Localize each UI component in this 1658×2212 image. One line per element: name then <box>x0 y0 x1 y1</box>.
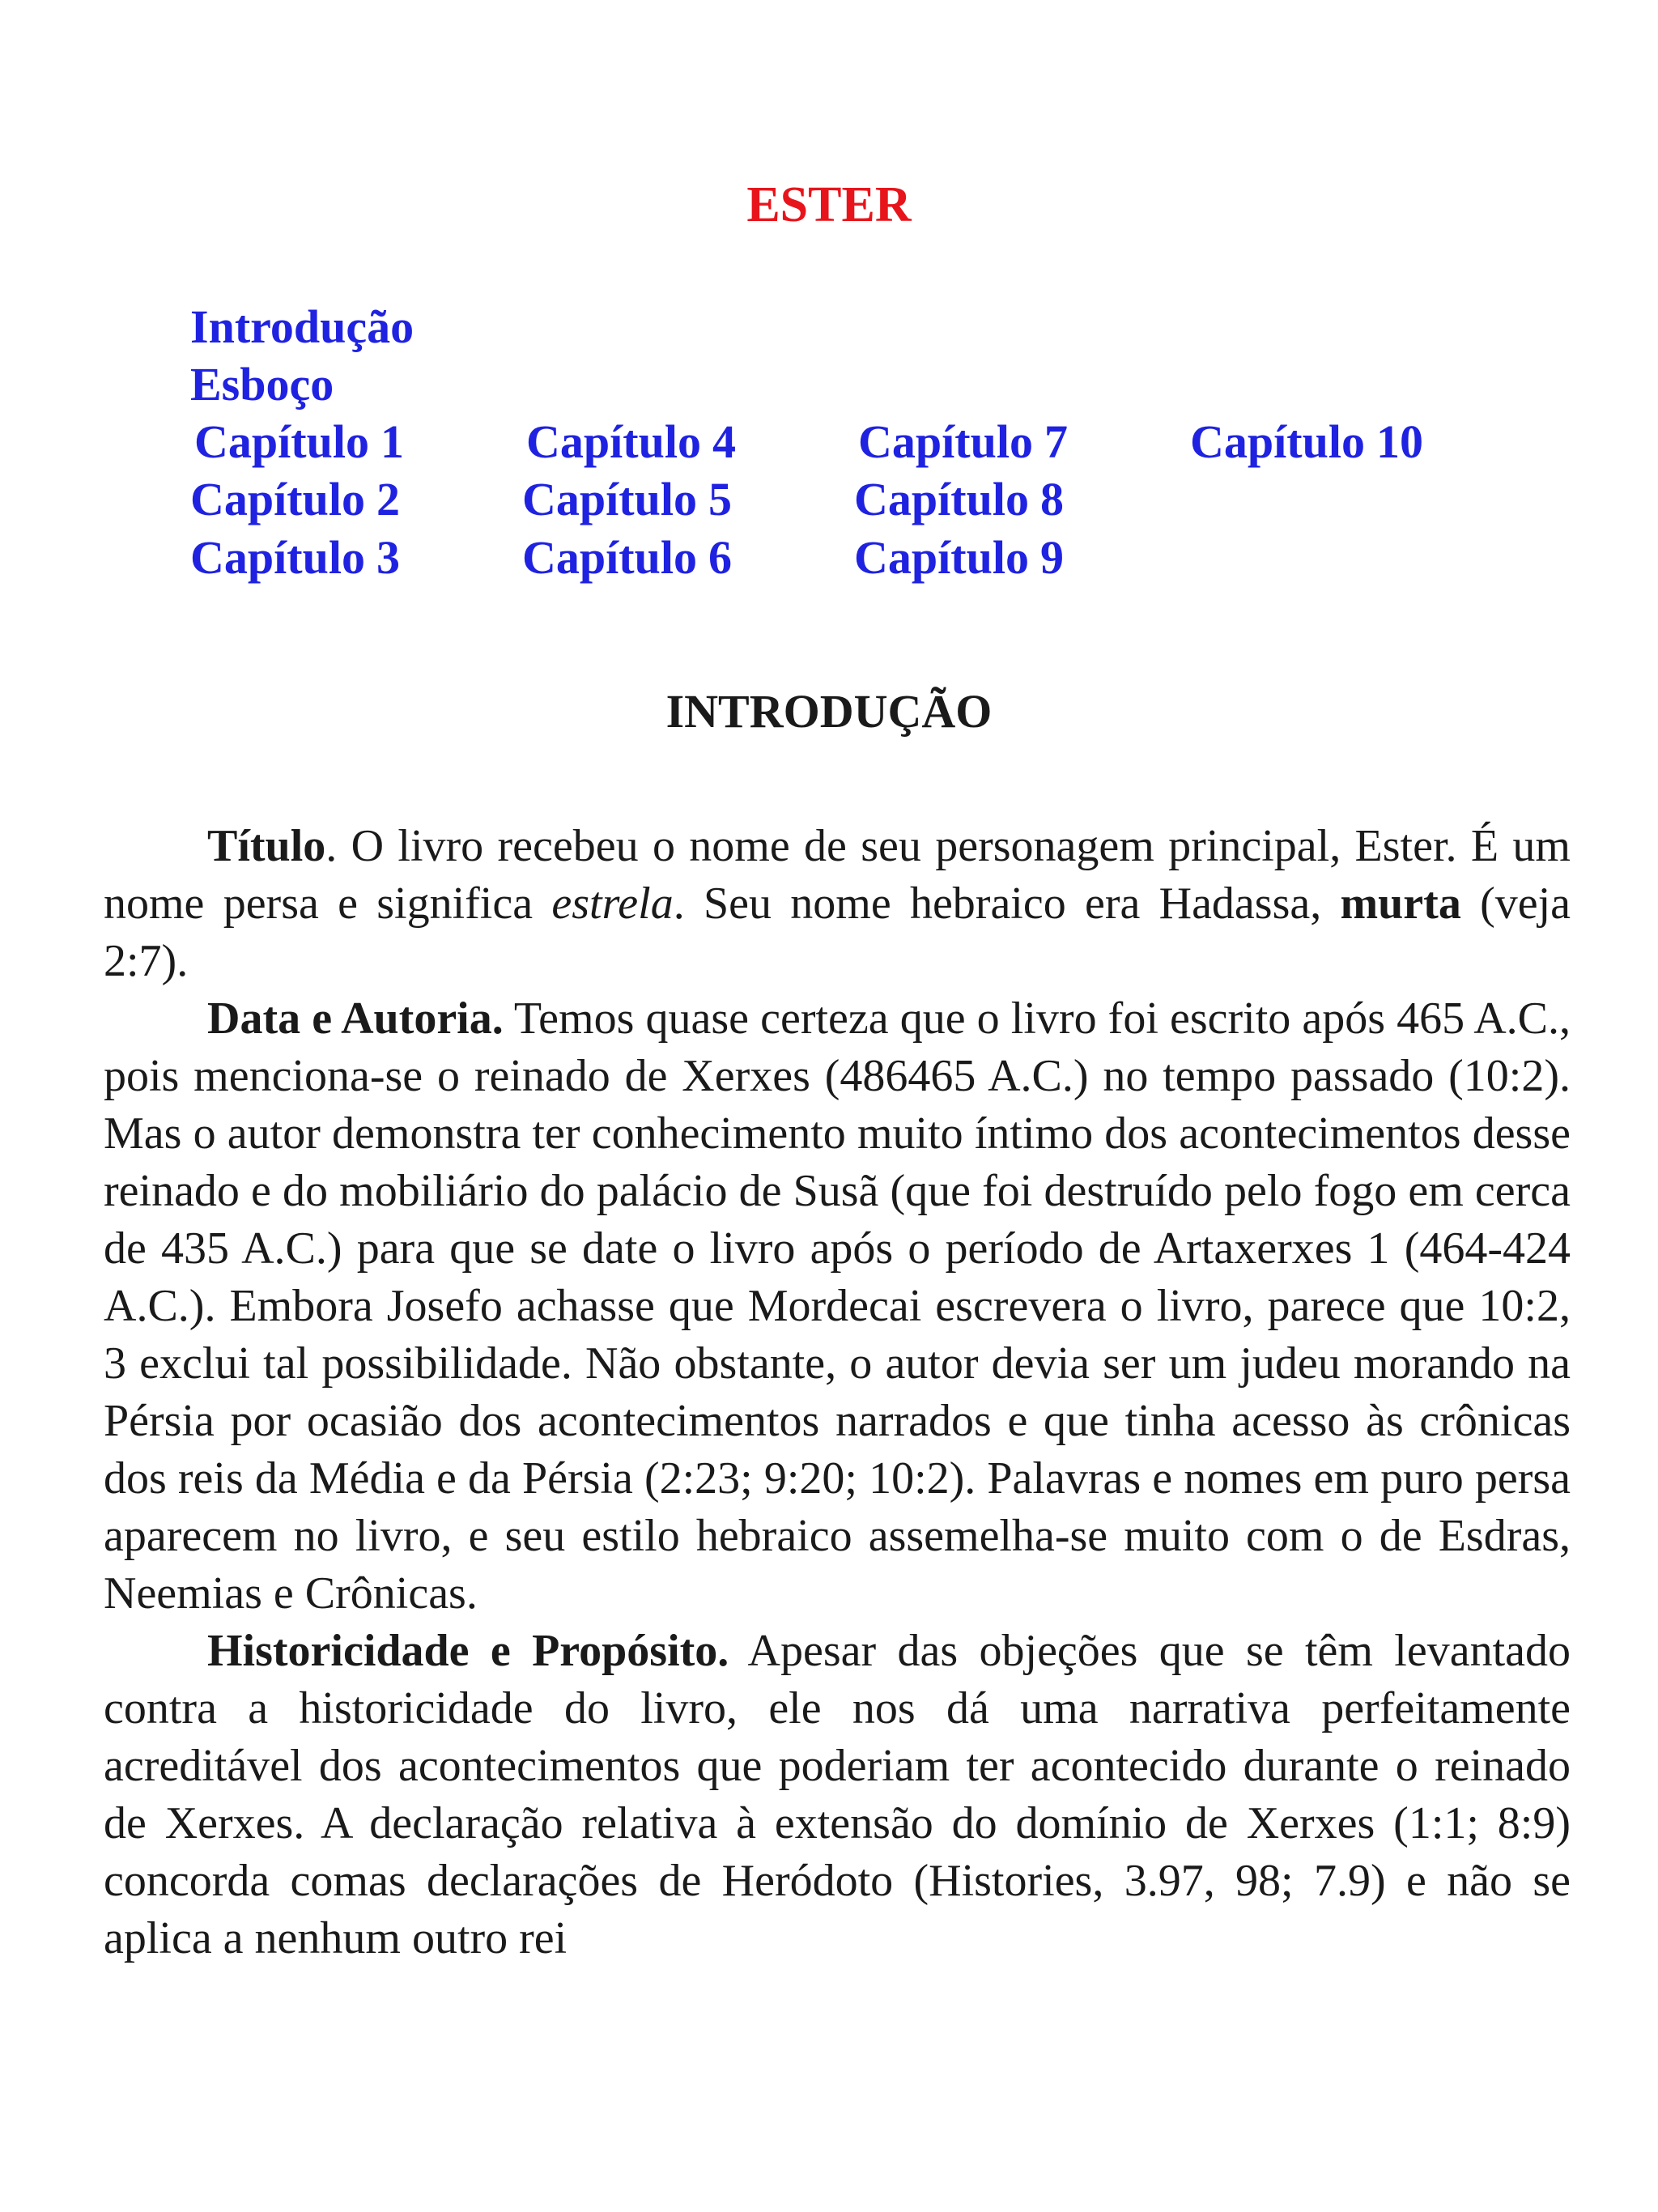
toc-link-capitulo-6[interactable] <box>522 531 732 584</box>
paragraph-lead: Data e Autoria. <box>207 993 504 1044</box>
toc-link-capitulo-7[interactable] <box>858 415 1068 468</box>
emphasis-text: estrela <box>551 878 674 929</box>
bold-term: murta <box>1340 878 1461 929</box>
book-title: ESTER <box>746 177 912 232</box>
paragraph-data-autoria <box>104 990 1571 1623</box>
chapter-number: 1 <box>380 415 404 468</box>
introduction-body <box>104 818 1571 1967</box>
toc-link-introducao[interactable]: Introdução <box>190 300 414 353</box>
chapter-number: 5 <box>708 473 732 525</box>
paragraph-text: . O livro recebeu o nome de seu personagem principal, Ester. É um nome persa e significa <box>104 821 1571 929</box>
toc-link-capitulo-2[interactable] <box>190 473 400 525</box>
chapter-label: Capítulo <box>854 531 1029 584</box>
chapter-label: Capítulo <box>1190 415 1365 468</box>
chapter-number: 3 <box>376 531 400 584</box>
chapter-number: 7 <box>1044 415 1068 468</box>
chapter-number: 9 <box>1040 531 1064 584</box>
toc-link-esboco[interactable]: Esboço <box>190 358 334 410</box>
chapter-number: 8 <box>1040 473 1064 525</box>
paragraph-lead: Historicidade e Propósito. <box>207 1626 729 1676</box>
toc-link-capitulo-1[interactable] <box>194 415 404 468</box>
section-heading-introducao: INTRODUÇÃO <box>665 685 993 738</box>
chapter-label: Capítulo <box>190 531 365 584</box>
toc-link-capitulo-8[interactable] <box>854 473 1064 525</box>
chapter-label: Capítulo <box>190 473 365 525</box>
paragraph-historicidade <box>104 1623 1571 1967</box>
toc-link-capitulo-4[interactable] <box>526 415 736 468</box>
chapter-label: Capítulo <box>522 531 697 584</box>
toc-link-capitulo-5[interactable] <box>522 473 732 525</box>
paragraph-text: Temos quase certeza que o livro foi escrito após 465 A.C., pois menciona-se o reinado de Xerxes (486465 A.C.) no tempo passado (10:2). Mas o autor demonstra ter conhecimento muito íntimo dos acontecimentos desse reinado e do mobiliário do palácio de Susã (que foi destruído pelo fogo em cerca de 435 A.C.) para que se date o livro após o período de Artaxerxes 1 (464-424 A.C.). Embora Josefo achasse que Mordecai escrevera o livro, parece que 10:2, 3 exclui tal possibilidade. Não obstante, o autor devia ser um judeu morando na Pérsia por ocasião dos acontecimentos narrados e que tinha acesso às crônicas dos reis da Média e da Pérsia (2:23; 9:20; 10:2). Palavras e nomes em puro persa aparecem no livro, e seu estilo hebraico assemelha-se muito com o de Esdras, Neemias e Crônicas. <box>104 993 1571 1619</box>
chapter-number: 4 <box>712 415 736 468</box>
toc-link-capitulo-10[interactable] <box>1190 415 1423 468</box>
chapter-number: 10 <box>1376 415 1423 468</box>
chapter-label: Capítulo <box>858 415 1033 468</box>
toc-link-capitulo-3[interactable] <box>190 531 400 584</box>
chapter-number: 6 <box>708 531 732 584</box>
chapter-label: Capítulo <box>526 415 701 468</box>
paragraph-text: Apesar das objeções que se têm levantado contra a historicidade do livro, ele nos dá uma narrativa perfeitamente acreditável dos acontecimentos que poderiam ter acontecido durante o reinado de Xerxes. A declaração relativa à extensão do domínio de Xerxes (1:1; 8:9) concorda comas declarações de Heródoto (Histories, 3.97, 98; 7.9) e não se aplica a nenhum outro rei <box>104 1626 1571 1963</box>
paragraph-text: (veja 2:7). <box>104 878 1571 986</box>
paragraph-lead: Título <box>207 821 326 871</box>
chapter-number: 2 <box>376 473 400 525</box>
chapter-label: Capítulo <box>194 415 369 468</box>
toc-link-capitulo-9[interactable] <box>854 531 1064 584</box>
chapter-label: Capítulo <box>854 473 1029 525</box>
chapter-label: Capítulo <box>522 473 697 525</box>
paragraph-text: . Seu nome hebraico era Hadassa, <box>673 878 1341 929</box>
paragraph-titulo <box>104 818 1571 990</box>
